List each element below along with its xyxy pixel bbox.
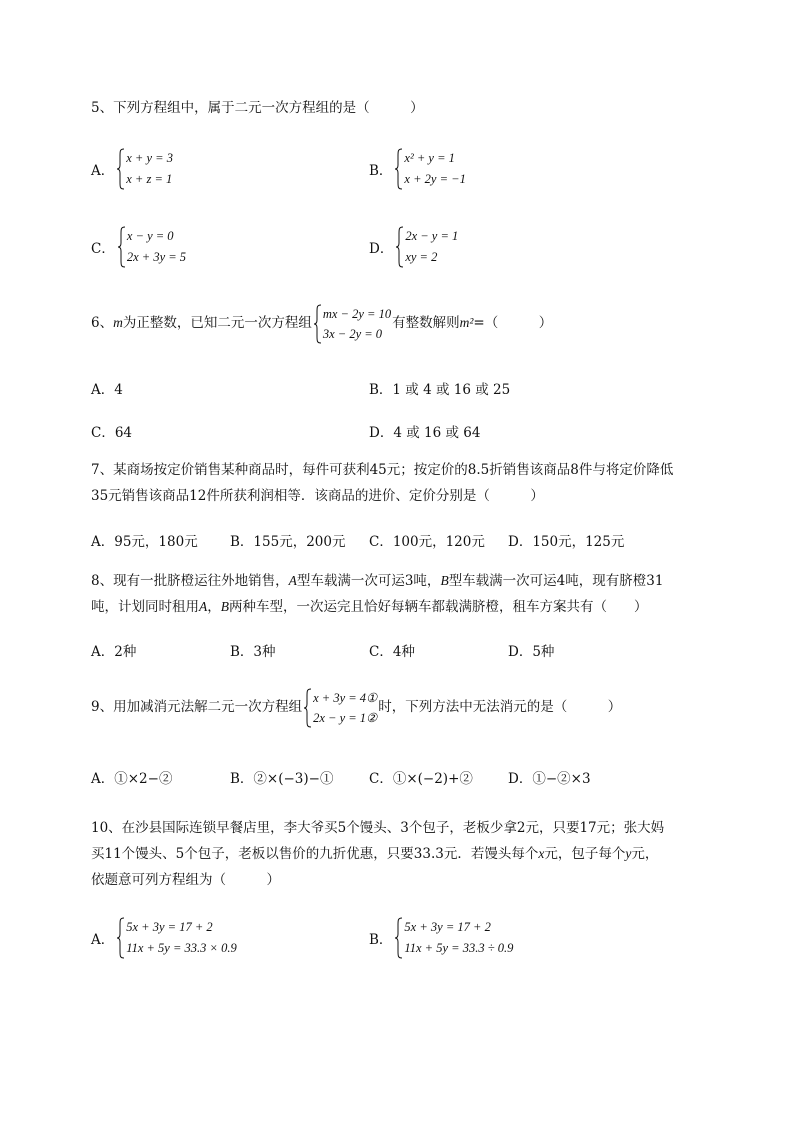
q8-option-a[interactable]: A．2种	[91, 644, 137, 660]
q5-option-c[interactable]	[91, 226, 186, 268]
q5-option-b[interactable]	[369, 148, 466, 190]
variable-b: B	[440, 573, 449, 588]
equation-system	[117, 226, 186, 268]
q10-option-b[interactable]	[369, 917, 513, 959]
q7-option-a[interactable]: A．95元，180元	[91, 534, 198, 550]
equation-system	[116, 917, 236, 959]
option-label: D．	[369, 241, 394, 257]
question-10-line-2	[91, 840, 751, 868]
variable-x: x	[538, 846, 545, 861]
q8-text: ，	[207, 599, 221, 615]
brace-icon	[116, 917, 125, 959]
q9-stem-before: 9、用加减消元法解二元一次方程组	[91, 699, 303, 715]
question-9-stem	[91, 687, 751, 728]
question-6-stem	[91, 303, 751, 344]
q5-option-d[interactable]	[369, 226, 458, 268]
q6-option-b[interactable]: B．1 或 4 或 16 或 25	[369, 382, 511, 398]
q8-text: 型车载满一次可运3吨，	[296, 573, 441, 589]
variable-m-squared: m²	[459, 315, 474, 330]
equation-2: xy = 2	[405, 250, 438, 264]
q6-stem-mid: 为正整数，已知二元一次方程组	[122, 315, 312, 331]
equation-system	[394, 148, 465, 190]
equation-2: 11x + 5y = 33.3 × 0.9	[126, 941, 237, 955]
q9-option-a[interactable]: A．①×2−②	[91, 771, 173, 787]
variable-y: y	[625, 846, 632, 861]
question-10-line-3: 依题意可列方程组为（ ）	[91, 872, 280, 888]
q6-option-d[interactable]: D．4 或 16 或 64	[369, 425, 481, 441]
question-7-line-1: 7、某商场按定价销售某种商品时，每件可获利45元；按定价的8.5折销售该商品8件与将定价降低	[91, 462, 674, 478]
equation-2: 2x + 3y = 5	[126, 250, 187, 264]
option-label: A．	[91, 932, 115, 948]
q10-text: 买11个馒头、5个包子，老板以售价的九折优惠，只要33.3元．若馒头每个	[91, 846, 539, 862]
brace-icon	[116, 148, 125, 190]
option-label: B．	[369, 932, 393, 948]
equation-system	[116, 148, 173, 190]
brace-icon	[394, 917, 403, 959]
brace-icon	[395, 226, 404, 268]
variable-b: B	[220, 599, 229, 614]
brace-icon	[394, 148, 403, 190]
q6-stem-end: =（ ）	[473, 315, 553, 331]
question-5-stem: 5、下列方程组中，属于二元一次方程组的是（ ）	[91, 100, 424, 116]
brace-icon	[313, 304, 322, 344]
q9-option-c[interactable]: C．①×(−2)+②	[369, 771, 473, 787]
q10-text: 元，	[631, 846, 659, 862]
equation-2: 11x + 5y = 33.3 ÷ 0.9	[404, 941, 514, 955]
q8-text: 8、现有一批脐橙运往外地销售，	[91, 573, 289, 589]
equation-1: 5x + 3y = 17 + 2	[126, 920, 213, 934]
q10-text: 元，包子每个	[544, 846, 626, 862]
q6-stem-after: 有整数解则	[392, 315, 460, 331]
equation-1: x + 3y = 4①	[313, 690, 378, 705]
equation-1: x² + y = 1	[404, 151, 455, 165]
option-label: C．	[91, 241, 115, 257]
q8-option-c[interactable]: C．4种	[369, 644, 415, 660]
option-label: B．	[369, 163, 393, 179]
q9-option-b[interactable]: B．②×(−3)−①	[230, 771, 334, 787]
equation-2: 3x − 2y = 0	[322, 326, 383, 341]
equation-system	[394, 917, 513, 959]
variable-m: m	[113, 315, 123, 330]
equation-1: 5x + 3y = 17 + 2	[404, 920, 491, 934]
brace-icon	[117, 226, 126, 268]
q6-stem-before: 6、	[91, 315, 114, 331]
q6-option-c[interactable]: C．64	[91, 425, 133, 441]
equation-system	[313, 304, 391, 344]
equation-system	[395, 226, 458, 268]
option-label: A．	[91, 163, 115, 179]
equation-system	[303, 688, 377, 728]
question-8-line-2	[91, 593, 751, 621]
q8-text: 吨，计划同时租用	[91, 599, 199, 615]
q9-option-d[interactable]: D．①−②×3	[508, 771, 591, 787]
question-10-line-1: 10、在沙县国际连锁早餐店里，李大爷买5个馒头、3个包子，老板少拿2元，只要17元；张大妈	[91, 820, 665, 836]
q7-option-d[interactable]: D．150元，125元	[508, 534, 625, 550]
brace-icon	[303, 688, 312, 728]
equation-1: x + y = 3	[126, 151, 173, 165]
q8-option-b[interactable]: B．3种	[230, 644, 276, 660]
equation-2: x + 2y = −1	[404, 172, 466, 186]
equation-2: 2x − y = 1②	[313, 710, 378, 725]
q8-option-d[interactable]: D．5种	[508, 644, 555, 660]
variable-a: A	[288, 573, 297, 588]
question-7-line-2: 35元销售该商品12件所获利润相等．该商品的进价、定价分别是（ ）	[91, 488, 544, 504]
variable-a: A	[199, 599, 208, 614]
equation-2: x + z = 1	[126, 172, 173, 186]
q7-option-b[interactable]: B．155元，200元	[230, 534, 346, 550]
q8-text: 两种车型，一次运完且恰好每辆车都载满脐橙，租车方案共有（ ）	[229, 599, 648, 615]
equation-1: 2x − y = 1	[405, 229, 459, 243]
equation-1: x − y = 0	[126, 229, 174, 243]
q10-option-a[interactable]	[91, 917, 237, 959]
q8-text: 型车载满一次可运4吨，现有脐橙31	[448, 573, 664, 589]
q7-option-c[interactable]: C．100元，120元	[369, 534, 485, 550]
q5-option-a[interactable]	[91, 148, 173, 190]
equation-1: mx − 2y = 10	[322, 306, 392, 321]
q6-option-a[interactable]: A．4	[91, 382, 123, 398]
q9-stem-after: 时，下列方法中无法消元的是（ ）	[378, 699, 622, 715]
question-8-line-1	[91, 567, 751, 595]
